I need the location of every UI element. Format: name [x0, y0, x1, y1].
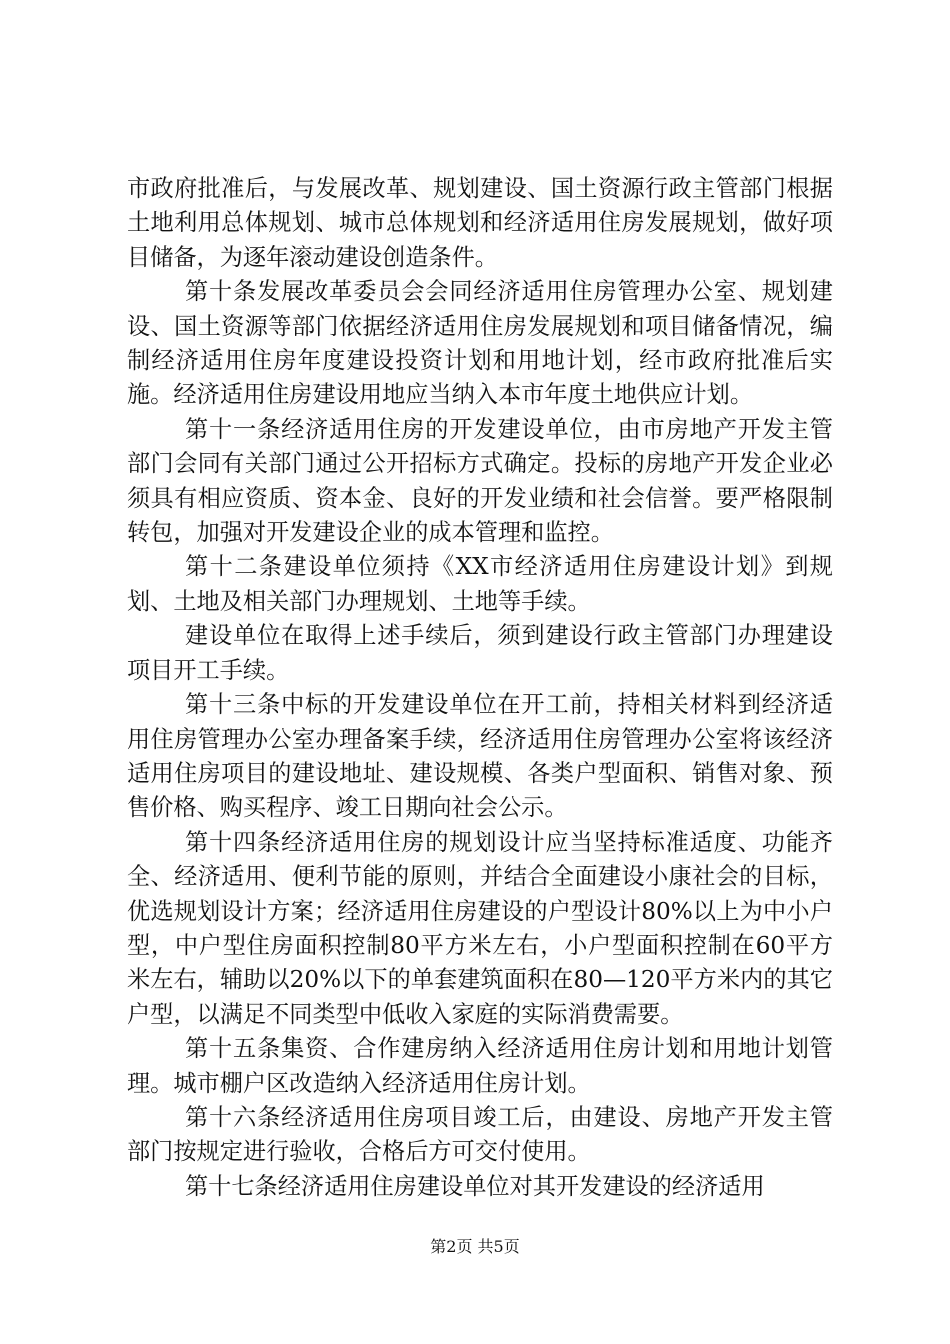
paragraph-article-11: 第十一条经济适用住房的开发建设单位，由市房地产开发主管部门会同有关部门通过公开招标方式确定。投标的房地产开发企业必须具有相应资质、资本金、良好的开发业绩和社会信誉。要严格限制转包，加强对开发建设企业的成本管理和监控。 [127, 415, 833, 547]
paragraph-article-16: 第十六条经济适用住房项目竣工后，由建设、房地产开发主管部门按规定进行验收，合格后方可交付使用。 [127, 1103, 833, 1166]
paragraph-article-12-followup: 建设单位在取得上述手续后，须到建设行政主管部门办理建设项目开工手续。 [127, 622, 833, 684]
paragraph-article-17: 第十七条经济适用住房建设单位对其开发建设的经济适用 [185, 1172, 765, 1200]
document-body [127, 172, 833, 1204]
paragraph-article-15: 第十五条集资、合作建房纳入经济适用住房计划和用地计划管理。城市棚户区改造纳入经济适用住房计划。 [127, 1035, 833, 1097]
paragraph-continued: 市政府批准后，与发展改革、规划建设、国土资源行政主管部门根据土地利用总体规划、城市总体规划和经济适用住房发展规划，做好项目储备，为逐年滚动建设创造条件。 [127, 175, 833, 271]
paragraph-article-13: 第十三条中标的开发建设单位在开工前，持相关材料到经济适用住房管理办公室办理备案手续，经济适用住房管理办公室将该经济适用住房项目的建设地址、建设规模、各类户型面积、销售对象、预售价格、购买程序、竣工日期向社会公示。 [127, 691, 833, 822]
page-number-footer: 第2页 共5页 [430, 1237, 520, 1256]
paragraph-article-12: 第十二条建设单位须持《XX市经济适用住房建设计划》到规划、土地及相关部门办理规划、土地等手续。 [127, 553, 833, 615]
paragraph-article-14: 第十四条经济适用住房的规划设计应当坚持标准适度、功能齐全、经济适用、便利节能的原则，并结合全面建设小康社会的目标，优选规划设计方案；经济适用住房建设的户型设计80%以上为中小户型，中户型住房面积控制80平方米左右，小户型面积控制在60平方米左右，辅助以20%以下的单套建筑面积在80—120平方米内的其它户型，以满足不同类型中低收入家庭的实际消费需要。 [127, 828, 833, 1028]
paragraph-article-10: 第十条发展改革委员会会同经济适用住房管理办公室、规划建设、国土资源等部门依据经济适用住房发展规划和项目储备情况，编制经济适用住房年度建设投资计划和用地计划，经市政府批准后实施。经济适用住房建设用地应当纳入本市年度土地供应计划。 [127, 278, 833, 409]
